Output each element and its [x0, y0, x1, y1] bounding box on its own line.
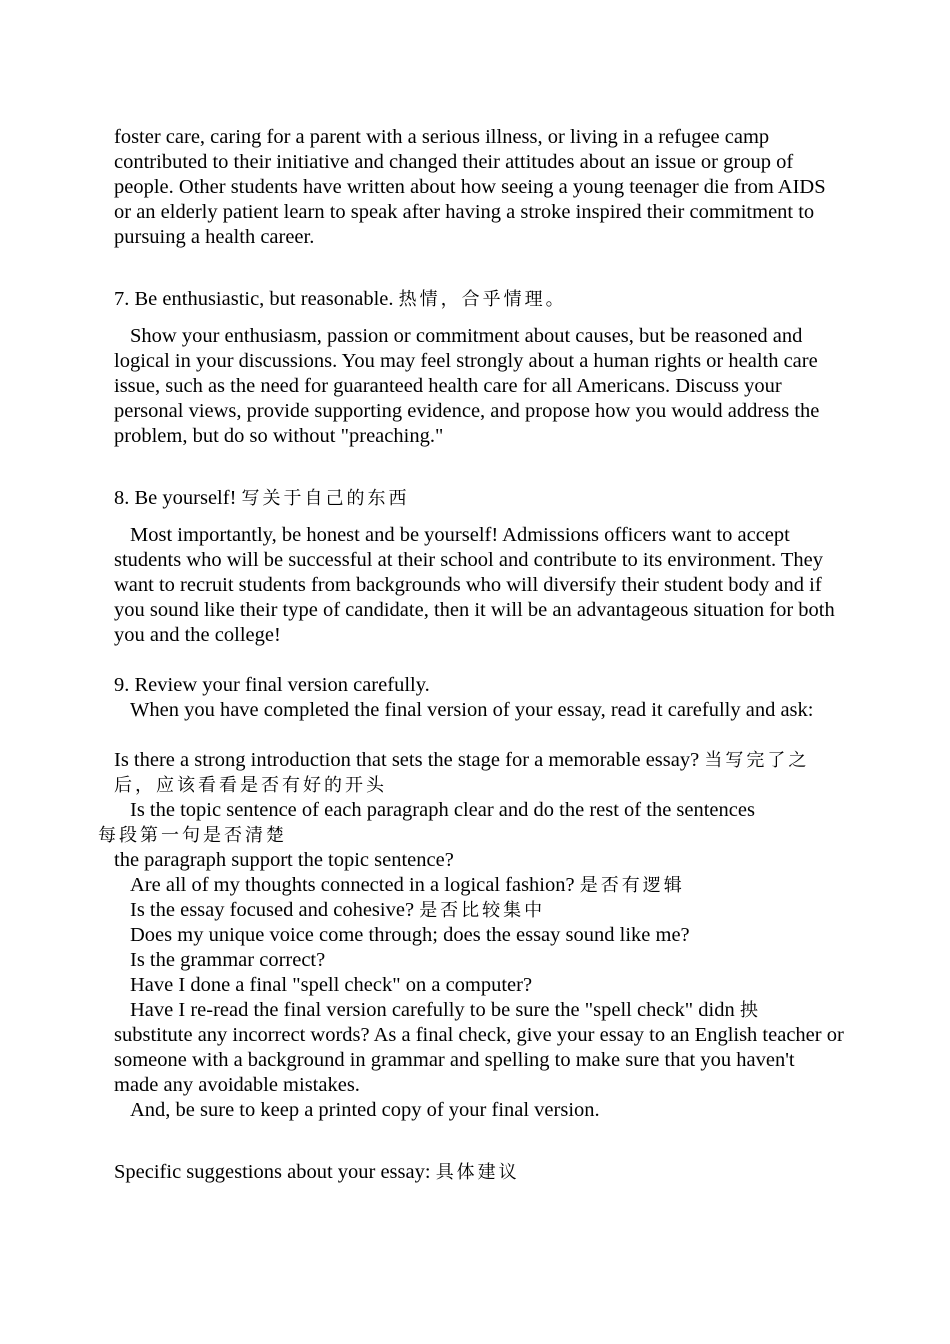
checklist-question-7: Have I done a final "spell check" on a computer?: [130, 974, 533, 996]
specific-suggestions-heading-text: Specific suggestions about your essay:: [114, 1161, 431, 1183]
document-page: [98, 125, 844, 1185]
checklist-question-8: [114, 998, 844, 1098]
section-8-heading: [114, 486, 844, 511]
checklist-question-3: [114, 873, 844, 898]
section-8-heading-cn: 写关于自己的东西: [241, 488, 410, 509]
section-7-heading-cn: 热情，合乎情理。: [398, 289, 567, 310]
section-7-body: Show your enthusiasm, passion or commitment about causes, but be reasoned and logical in your discussions. You may feel strongly about a human rights or health care issue, such as the need for guaranteed health care for all Americans. Discuss your personal views, provide supporting evidence, and propose how you would address the problem, but do so without "preaching.": [114, 325, 820, 447]
intro-paragraph: foster care, caring for a parent with a serious illness, or living in a refugee camp contributed to their initiative and changed their attitudes about an issue or group of people. Other students have written about how seeing a young teenager die from AIDS or an elderly patient learn to speak after having a stroke inspired their commitment to pursuing a health career.: [114, 126, 826, 248]
checklist-question-1-cn: 当写完了之后，应该看看是否有好的开头: [114, 750, 810, 796]
section-8-body: Most importantly, be honest and be yourself! Admissions officers want to accept students who will be successful at their school and contribute to its environment. They want to recruit students from backgrounds who will diversify their student body and if you sound like their type of candidate, then it will be an advantageous situation for both you and the college!: [114, 524, 835, 646]
specific-suggestions-heading: [114, 1160, 844, 1185]
checklist-question-3-text: Are all of my thoughts connected in a logical fashion?: [130, 874, 575, 896]
checklist-question-2-cn: 每段第一句是否清楚: [98, 825, 287, 846]
section-9-body: When you have completed the final version of your essay, read it carefully and ask:: [130, 699, 814, 721]
checklist-question-2-text: Is the topic sentence of each paragraph clear and do the rest of the sentences: [130, 799, 755, 821]
section-9-heading: 9. Review your final version carefully.: [114, 674, 430, 696]
checklist-question-9: And, be sure to keep a printed copy of your final version.: [130, 1099, 600, 1121]
checklist-question-1: [114, 748, 844, 798]
section-7-heading: [114, 287, 844, 312]
checklist-question-5: Does my unique voice come through; does the essay sound like me?: [130, 924, 690, 946]
checklist-question-8-cn: 抰: [739, 1000, 761, 1021]
checklist-question-4-cn: 是否比较集中: [419, 900, 546, 921]
section-7-heading-text: 7. Be enthusiastic, but reasonable.: [114, 288, 394, 310]
checklist-question-1-text: Is there a strong introduction that sets the stage for a memorable essay?: [114, 749, 700, 771]
checklist-question-4-text: Is the essay focused and cohesive?: [130, 899, 415, 921]
checklist-question-3-cn: 是否有逻辑: [579, 875, 685, 896]
checklist-question-8-continuation: substitute any incorrect words? As a final check, give your essay to an English teacher or someone with a background in grammar and spelling to make sure that you haven't made any avoidable mistakes.: [114, 1024, 844, 1096]
checklist-question-8-text: Have I re-read the final version carefully to be sure the "spell check" didn: [130, 999, 735, 1021]
specific-suggestions-heading-cn: 具体建议: [435, 1162, 520, 1183]
checklist-question-2: [98, 798, 844, 848]
section-8-heading-text: 8. Be yourself!: [114, 487, 237, 509]
checklist-question-2-continuation: the paragraph support the topic sentence?: [114, 849, 454, 871]
checklist-question-4: [114, 898, 844, 923]
checklist-question-6: Is the grammar correct?: [130, 949, 326, 971]
